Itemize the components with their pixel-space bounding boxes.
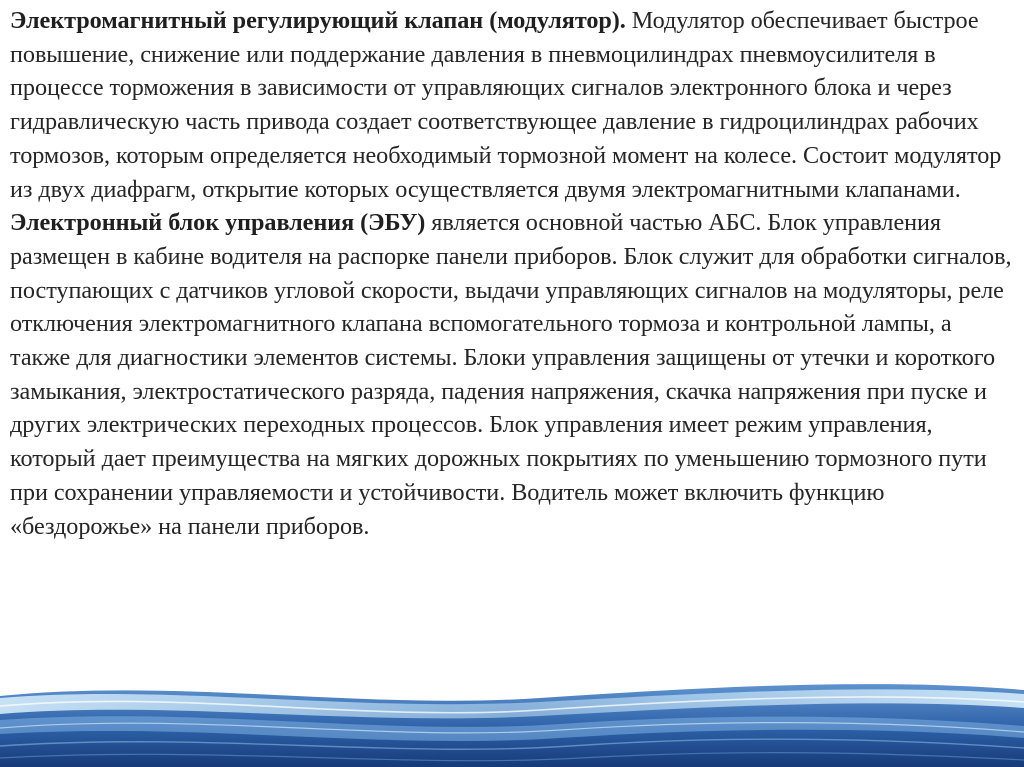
modulator-description: Модулятор обеспечивает быстрое повышение, снижение или поддержание давления в пневмоцилиндрах пневмоусилителя в процессе торможения в зависимости от управляющих сигналов электронного блока и через гидравлическую часть привода создает соответствующее давление в гидроцилиндрах рабочих тормозов, которым определяется необходимый тормозной момент на колесе. Состоит модулятор из двух диафрагм, открытие которых осуществляется двумя электромагнитными клапанами. <box>10 7 1002 203</box>
paragraph-modulator <box>10 4 1014 206</box>
slide-text <box>10 4 1014 543</box>
ecu-description: является основной частью АБС. Блок управления размещен в кабине водителя на распорке панели приборов. Блок служит для обработки сигналов, поступающих с датчиков угловой скорости, выдачи управляющих сигналов на модуляторы, реле отключения электромагнитного клапана вспомогательного тормоза и контрольной лампы, а также для диагностики элементов системы. Блоки управления защищены от утечки и короткого замыкания, электростатического разряда, падения напряжения, скачка напряжения при пуске и других электрических переходных процессов. Блок управления имеет режим управления, который дает преимущества на мягких дорожных покрытиях по уменьшению тормозного пути при сохранении управляемости и устойчивости. Водитель может включить функцию «бездорожье» на панели приборов. <box>10 209 1012 540</box>
paragraph-ecu <box>10 206 1014 543</box>
footer-wave-decoration <box>0 676 1024 767</box>
modulator-heading: Электромагнитный регулирующий клапан (модулятор). <box>10 7 626 34</box>
ecu-heading: Электронный блок управления (ЭБУ) <box>10 209 426 237</box>
